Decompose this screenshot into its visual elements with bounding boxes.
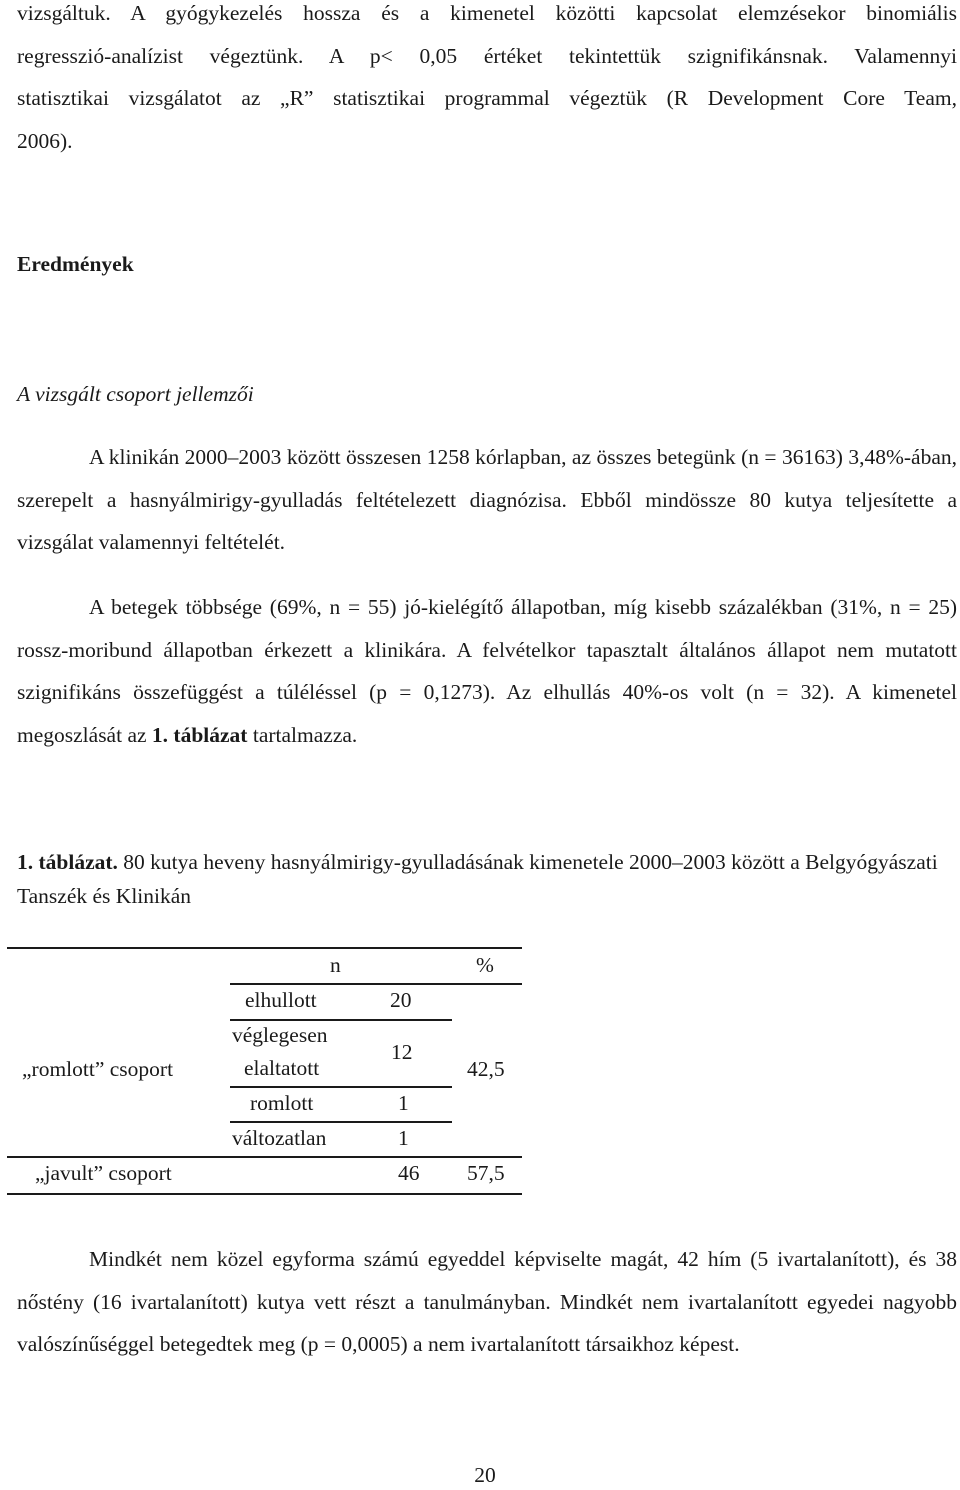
row-label-veglegesen: véglegesen: [232, 1023, 328, 1047]
group-label-romlott: „romlott” csoport: [22, 1057, 174, 1081]
table-header-rule: [230, 983, 522, 985]
table-top-rule: [7, 947, 522, 949]
group-percent-javult: 57,5: [467, 1161, 505, 1185]
table-header-n: n: [330, 953, 341, 977]
row-rule: [230, 1121, 452, 1123]
table-header-percent: %: [476, 953, 494, 977]
intro-line: regresszió-analízist végeztünk. A p< 0,05 értéket tekintettük szignifikánsnak. Valamennyi: [17, 43, 957, 68]
row-n-elaltatott: 12: [391, 1040, 413, 1064]
intro-line: statisztikai vizsgálatot az „R” statisztikai programmal végeztük (R Development Core Team,: [17, 86, 957, 110]
section-subheading: A vizsgált csoport jellemzői: [17, 382, 254, 406]
table-caption-label: 1. táblázat.: [17, 850, 118, 874]
table-group-rule: [7, 1156, 522, 1158]
table-reference: 1. táblázat: [151, 722, 248, 747]
row-label-elhullott: elhullott: [245, 988, 317, 1012]
row-n-valtozatlan: 1: [398, 1126, 409, 1150]
paragraph-outcome-text-b: tartalmazza.: [247, 722, 358, 747]
table-caption-text: 80 kutya heveny hasnyálmirigy-gyulladásának kimenetele 2000–2003 között a Belgyógyászati Tanszék és Klinikán: [17, 850, 938, 908]
group-percent-romlott: 42,5: [467, 1057, 505, 1081]
row-n-romlott: 1: [398, 1091, 409, 1115]
table-bottom-rule: [7, 1193, 522, 1195]
page-number: 20: [474, 1463, 496, 1487]
group-label-javult: „javult” csoport: [35, 1161, 172, 1185]
section-heading: Eredmények: [17, 252, 134, 276]
paragraph-sex: Mindkét nem közel egyforma számú egyeddel képviselte magát, 42 hím (5 ivartalanított), és 38 nőstény (16 ivartalanított) kutya vett részt a tanulmányban. Mindkét nem ivartalanított egyedei nagyobb valószínűséggel betegedtek meg (p = 0,0005) a nem ivartalanított társaikhoz képest.: [17, 1247, 957, 1356]
group-n-javult: 46: [398, 1161, 420, 1185]
row-n-elhullott: 20: [390, 988, 412, 1012]
intro-line: vizsgáltuk. A gyógykezelés hossza és a kimenetel közötti kapcsolat elemzésekor binomiális: [17, 1, 957, 25]
paragraph-outcome-text-a: A betegek többsége (69%, n = 55) jó-kielégítő állapotban, míg kisebb százalékban (31%, n = 25) rossz-moribund állapotban érkezett a klinikára. A felvételkor tapasztalt általános állapot nem mutatott szignifikáns összefüggést a túléléssel (p = 0,1273). Az elhullás 40%-os volt (n = 32). A kimenetel megoszlását az: [17, 595, 957, 747]
row-rule: [230, 1019, 452, 1021]
intro-line: 2006).: [17, 128, 73, 153]
row-label-romlott: romlott: [250, 1091, 314, 1115]
row-rule: [230, 1086, 452, 1088]
paragraph-group-characteristics: A klinikán 2000–2003 között összesen 1258 kórlapban, az összes betegünk (n = 36163) 3,48%-ában, szerepelt a hasnyálmirigy-gyulladás feltételezett diagnózisa. Ebből mindössze 80 kutya teljesítette a vizsgálat valamennyi feltételét.: [17, 445, 957, 554]
row-label-elaltatott: elaltatott: [244, 1056, 320, 1080]
row-label-valtozatlan: változatlan: [232, 1126, 327, 1150]
